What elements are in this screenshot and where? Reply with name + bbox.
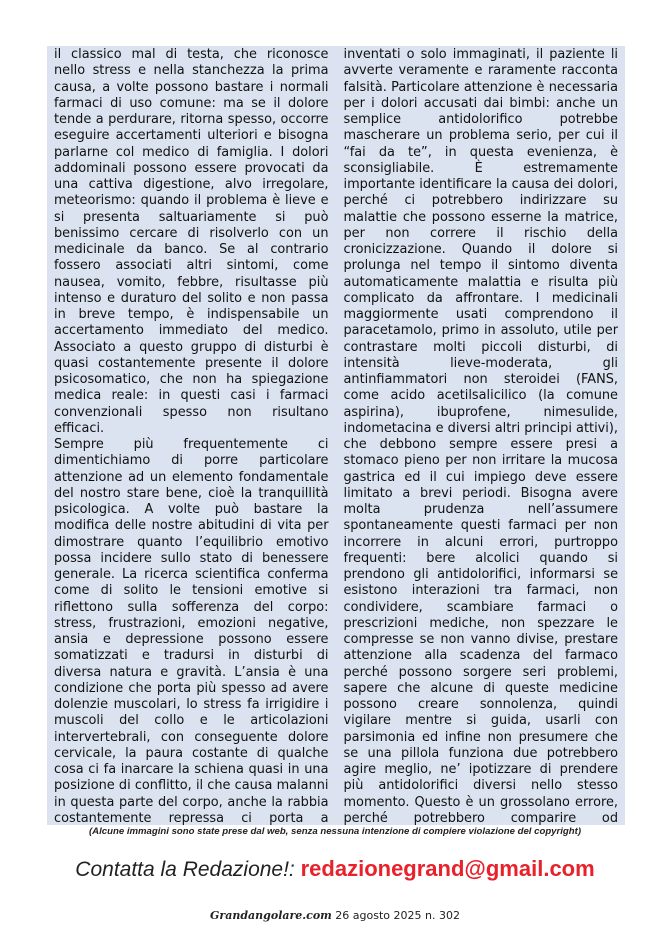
article-column-right: inventati o solo immaginati, il paziente li avverte veramente e raramente racconta falsità. Particolare attenzione è necessaria per i dolori accusati dai bimbi: anche un semplice antidolorifico potrebbe mascherare un problema serio, per cui il “fai da te”, in questa evenienza, è sconsigliabile. È estremamente importante identificare la causa dei dolori, perché ci potrebbero indirizzare su malattie che possono esserne la matrice, per non correre il rischio della cronicizzazione. Quando il dolore si prolunga nel tempo il sintomo diventa automaticamente malattia e risulta più complicato da affrontare. I medicinali maggiormente usati comprendono il paracetamolo, primo in assoluto, utile per contrastare molti piccoli disturbi, di intensità lieve-moderata, gli antinfiammatori non steroidei (FANS, come acido acetilsalicilico (la comune aspirina), ibuprofene, nimesulide, indometacina e diversi altri principi attivi), che debbono sempre essere presi a stomaco pieno per non irritare la mucosa gastrica ed il cui impiego deve essere limitato a brevi periodi. Bisogna avere molta prudenza nell’assumere spontaneamente questi farmaci per non incorrere in alcuni errori, purtroppo frequenti: bere alcolici quando si prendono gli antidolorifici, informarsi se esistono interazioni tra farmaci, non condividere, scambiare farmaci o prescrizioni mediche, non spezzare le compresse se non vanno divise, prestare attenzione alla scadenza del farmaco perché possono sorgere seri problemi, sapere che alcune di queste medicine possono creare sonnolenza, quindi vigilare mentre si guida, usarli con parsimonia ed infine non presumere che se una pillola funziona due potrebbero agire meglio, ne’ ipotizzare di prendere più antidolorifici diversi nello stesso momento. Questo è un grossolano errore, perché potrebbero comparire od	[343, 47, 618, 825]
copyright-disclaimer: (Alcune immagini sono state prese dal web, senza nessuna intenzione di compiere violazione del copyright)	[88, 826, 582, 837]
contact-label: Contatta la Redazione!:	[75, 858, 301, 881]
contact-email-link[interactable]: redazionegrand@gmail.com	[300, 856, 595, 881]
page-footer	[0, 909, 670, 922]
footer-site-name: Grandangolare.com	[210, 909, 332, 922]
contact-line	[0, 856, 670, 882]
footer-issue-date: 26 agosto 2025 n. 302	[331, 909, 460, 922]
article-column-left: il classico mal di testa, che riconosce nello stress e nella stanchezza la prima causa, a volte possono bastare i normali farmaci di uso comune: ma se il dolore tende a perdurare, ritorna spesso, occorre eseguire accertamenti ulteriori e bisogna parlarne col medico di famiglia. I dolori addominali possono essere provocati da una cattiva digestione, alvo irregolare, meteorismo: quando il problema è lieve e si presenta saltuariamente si può benissimo cercare di risolverlo con un medicinale da banco. Se al contrario fossero associati altri sintomi, come nausea, vomito, febbre, risultasse più intenso e duraturo del solito e non passa in breve tempo, è indispensabile un accertamento immediato del medico. Associato a questo gruppo di disturbi è quasi costantemente presente il dolore psicosomatico, che non ha spiegazione medica reale: in questi casi i farmaci convenzionali spesso non risultano efficaci. Sempre più frequentemente ci dimentichiamo di porre particolare attenzione ad un elemento fondamentale del nostro stare bene, cioè la tranquillità psicologica. A volte può bastare la modifica delle nostre abitudini di vita per dimostrare quanto l’equilibrio emotivo possa incidere sullo stato di benessere generale. La ricerca scientifica conferma come di solito le tensioni emotive si riflettono sulla sofferenza del corpo: stress, frustrazioni, emozioni negative, ansia e depressione possono essere somatizzati e tradursi in disturbi di diversa natura e gravità. L’ansia è una condizione che porta più spesso ad avere dolenzie muscolari, lo stress fa irrigidire i muscoli del collo e le articolazioni intervertebrali, con conseguente dolore cervicale, la paura costante di qualche cosa ci fa inarcare la schiena quasi in una posizione di conflitto, il che causa malanni in questa parte del corpo, anche la rabbia costantemente repressa ci porta a	[54, 47, 329, 825]
article-panel	[47, 46, 625, 825]
